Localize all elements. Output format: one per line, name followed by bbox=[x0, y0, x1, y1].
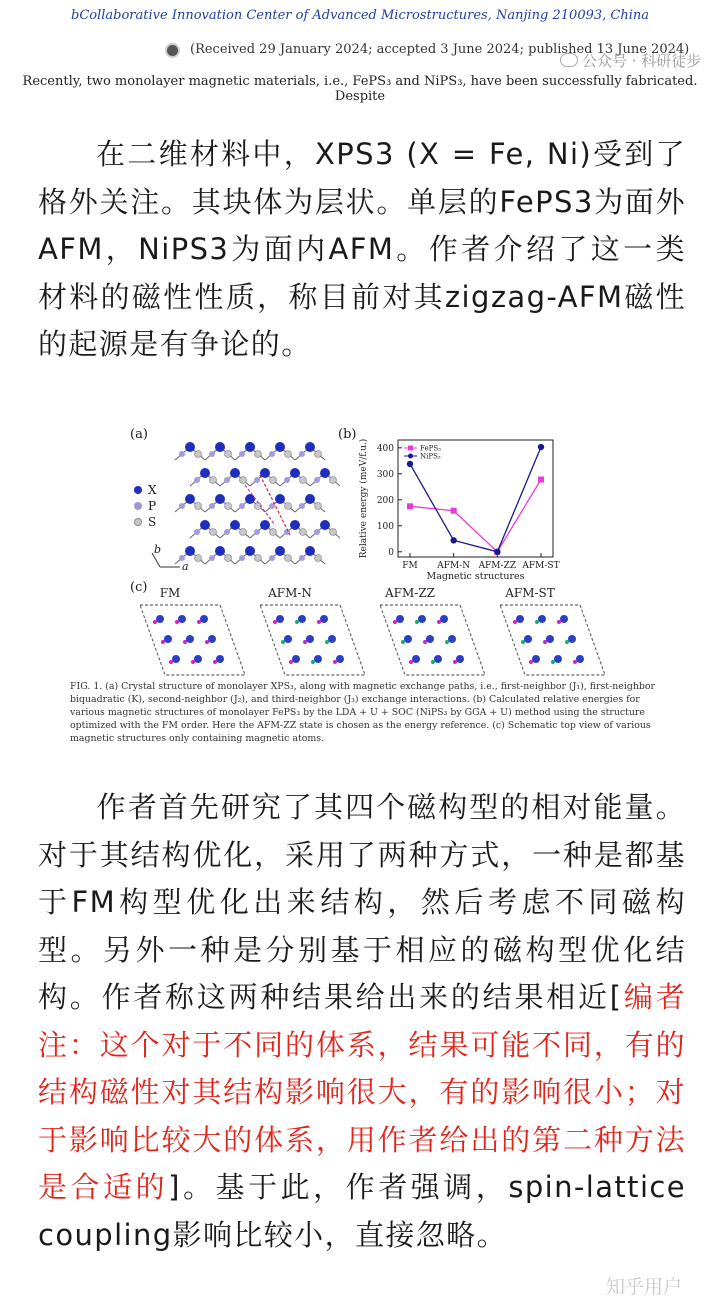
spin-marker bbox=[303, 640, 307, 644]
y-tick-label: 400 bbox=[376, 443, 394, 454]
s-atom bbox=[210, 529, 217, 536]
magnetic-atom bbox=[186, 635, 194, 643]
spin-marker bbox=[197, 620, 201, 624]
s-atom bbox=[195, 451, 202, 458]
watermark-text: 公众号 · 科研徒步 bbox=[582, 52, 702, 70]
p-atom bbox=[314, 477, 320, 483]
spin-marker bbox=[289, 660, 293, 664]
magnetic-atom bbox=[164, 635, 172, 643]
y-tick-label: 200 bbox=[376, 495, 394, 506]
magnetic-atom bbox=[434, 655, 442, 663]
spin-marker bbox=[161, 640, 165, 644]
spin-marker bbox=[521, 640, 525, 644]
x-atom bbox=[185, 546, 195, 556]
y-axis-label: Relative energy (meV/f.u.) bbox=[359, 438, 369, 559]
spin-marker bbox=[295, 620, 299, 624]
spin-marker bbox=[153, 620, 157, 624]
spin-marker bbox=[551, 660, 555, 664]
data-point bbox=[494, 549, 500, 555]
x-atom bbox=[215, 546, 225, 556]
wechat-watermark bbox=[560, 50, 701, 71]
x-atom bbox=[320, 468, 330, 478]
p-atom bbox=[209, 451, 215, 457]
magnetic-atom bbox=[216, 655, 224, 663]
panel-a-label: (a) bbox=[130, 427, 148, 442]
p-atom bbox=[224, 477, 230, 483]
data-point bbox=[538, 477, 544, 483]
spin-marker bbox=[431, 660, 435, 664]
spin-marker bbox=[535, 620, 539, 624]
spin-marker bbox=[325, 640, 329, 644]
spin-marker bbox=[311, 660, 315, 664]
x-atom bbox=[245, 442, 255, 452]
x-atom bbox=[275, 494, 285, 504]
legend-label: FePS₃ bbox=[420, 444, 441, 453]
magnetic-atom bbox=[538, 615, 546, 623]
editor-note: 编者注：这个对于不同的体系，结果可能不同，有的结构磁性对其结构影响很大，有的影响很小；对于影响比较大的体系，用作者给出的第二种方法是合适的 bbox=[38, 980, 686, 1204]
magnetic-atom bbox=[200, 615, 208, 623]
x-atom bbox=[290, 468, 300, 478]
y-tick-label: 300 bbox=[376, 469, 394, 480]
data-point bbox=[450, 537, 456, 543]
x-atom bbox=[245, 494, 255, 504]
data-point bbox=[538, 444, 544, 450]
p-atom bbox=[269, 555, 275, 561]
spin-marker bbox=[423, 640, 427, 644]
p-atom bbox=[269, 451, 275, 457]
series-line-1 bbox=[410, 444, 541, 552]
p-atom bbox=[209, 555, 215, 561]
x-tick-label: AFM-ST bbox=[522, 561, 560, 571]
legend-x: X bbox=[134, 483, 174, 499]
magnetic-atom bbox=[516, 615, 524, 623]
p-atom bbox=[299, 555, 305, 561]
magnetic-atom bbox=[172, 655, 180, 663]
p-atom bbox=[239, 503, 245, 509]
panel-b-label: (b) bbox=[338, 427, 357, 442]
spin-marker bbox=[513, 620, 517, 624]
magnetic-atom bbox=[532, 655, 540, 663]
y-tick-label: 0 bbox=[388, 547, 394, 558]
spin-marker bbox=[573, 660, 577, 664]
s-atom bbox=[255, 555, 262, 562]
p-atom bbox=[179, 451, 185, 457]
s-atom bbox=[210, 477, 217, 484]
magnetic-atom bbox=[418, 615, 426, 623]
p-atom bbox=[254, 477, 260, 483]
s-atom bbox=[285, 503, 292, 510]
x-atom bbox=[275, 442, 285, 452]
x-tick-label: AFM-ZZ bbox=[478, 561, 517, 571]
wechat-icon bbox=[560, 53, 578, 67]
magnetic-atom bbox=[276, 615, 284, 623]
x-tick-label: FM bbox=[402, 561, 418, 571]
s-atom bbox=[225, 503, 232, 510]
magnetic-atom bbox=[560, 615, 568, 623]
s-atom bbox=[225, 555, 232, 562]
magnetic-atom bbox=[412, 655, 420, 663]
para2-after: ]。基于此，作者强调，spin-lattice coupling影响比较小，直接忽略。 bbox=[38, 1170, 686, 1252]
x-atom bbox=[215, 494, 225, 504]
magnetic-atom bbox=[448, 635, 456, 643]
x-atom bbox=[260, 468, 270, 478]
magnetic-atom bbox=[298, 615, 306, 623]
legend-label: NiPS₃ bbox=[420, 452, 441, 461]
series-line-0 bbox=[410, 480, 541, 552]
x-axis-label: Magnetic structures bbox=[426, 571, 525, 582]
x-atom bbox=[290, 520, 300, 530]
s-atom bbox=[270, 477, 277, 484]
spin-marker bbox=[401, 640, 405, 644]
spin-marker bbox=[333, 660, 337, 664]
axis-b-label: b bbox=[154, 543, 162, 556]
p-atom bbox=[179, 503, 185, 509]
received-line: (Received 29 January 2024; accepted 3 June 2024; published 13 June 2024) bbox=[190, 42, 690, 57]
s-atom bbox=[315, 555, 322, 562]
s-atom bbox=[240, 529, 247, 536]
paragraph-intro: 在二维材料中，XPS3 (X = Fe, Ni)受到了格外关注。其块体为层状。单层的FePS3为面外AFM，NiPS3为面内AFM。作者介绍了这一类材料的磁性性质，称目前对其zigzag-AFM磁性的起源是有争论的。 bbox=[38, 137, 686, 361]
spin-marker bbox=[317, 620, 321, 624]
p-atom bbox=[299, 503, 305, 509]
x-atom bbox=[215, 442, 225, 452]
crystal-structure bbox=[150, 435, 340, 575]
legend-s: S bbox=[134, 515, 174, 531]
x-atom bbox=[305, 546, 315, 556]
spin-marker bbox=[543, 640, 547, 644]
spin-marker bbox=[565, 640, 569, 644]
paragraph-energy bbox=[38, 784, 686, 1259]
legend-p: P bbox=[134, 499, 174, 515]
spin-marker bbox=[557, 620, 561, 624]
figure-1 bbox=[110, 415, 670, 715]
magnetic-atom bbox=[546, 635, 554, 643]
structure-label: AFM-ST bbox=[505, 586, 555, 600]
x-atom bbox=[275, 546, 285, 556]
spin-structures bbox=[140, 583, 670, 683]
energy-chart bbox=[348, 425, 568, 585]
s-atom bbox=[300, 477, 307, 484]
axis-a-label: a bbox=[182, 560, 189, 573]
magnetic-atom bbox=[284, 635, 292, 643]
x-tick-label: AFM-N bbox=[437, 561, 471, 571]
s-atom bbox=[285, 555, 292, 562]
s-atom bbox=[300, 529, 307, 536]
spin-marker bbox=[453, 660, 457, 664]
spin-marker bbox=[437, 620, 441, 624]
s-atom bbox=[270, 529, 277, 536]
magnetic-atom bbox=[576, 655, 584, 663]
p-atom bbox=[284, 477, 290, 483]
spin-marker bbox=[191, 660, 195, 664]
magnetic-atom bbox=[554, 655, 562, 663]
magnetic-atom bbox=[328, 635, 336, 643]
x-atom bbox=[185, 442, 195, 452]
x-atom bbox=[305, 494, 315, 504]
magnetic-atom bbox=[568, 635, 576, 643]
p-atom bbox=[239, 555, 245, 561]
magnetic-atom bbox=[396, 615, 404, 623]
magnetic-atom bbox=[292, 655, 300, 663]
magnetic-atom bbox=[208, 635, 216, 643]
spin-marker bbox=[205, 640, 209, 644]
p-atom bbox=[314, 529, 320, 535]
magnetic-atom bbox=[306, 635, 314, 643]
atom-legend bbox=[134, 483, 174, 531]
magnetic-atom bbox=[314, 655, 322, 663]
data-point bbox=[451, 508, 457, 514]
panel-c-label: (c) bbox=[130, 580, 148, 595]
p-atom bbox=[254, 529, 260, 535]
structure-label: AFM-ZZ bbox=[384, 586, 436, 600]
s-atom bbox=[195, 555, 202, 562]
spin-marker bbox=[409, 660, 413, 664]
x-atom bbox=[245, 546, 255, 556]
s-atom bbox=[285, 451, 292, 458]
p-atom bbox=[224, 529, 230, 535]
p-atom bbox=[194, 477, 200, 483]
open-access-icon bbox=[165, 43, 180, 58]
magnetic-atom bbox=[456, 655, 464, 663]
zhihu-watermark: 知乎用户 bbox=[606, 1276, 683, 1298]
spin-marker bbox=[393, 620, 397, 624]
spin-marker bbox=[183, 640, 187, 644]
spin-marker bbox=[281, 640, 285, 644]
affiliation-line: bCollaborative Innovation Center of Advanced Microstructures, Nanjing 210093, China bbox=[71, 8, 649, 23]
magnetic-atom bbox=[320, 615, 328, 623]
magnetic-atom bbox=[178, 615, 186, 623]
structure-label: AFM-N bbox=[268, 586, 312, 600]
x-atom bbox=[320, 520, 330, 530]
x-atom bbox=[185, 494, 195, 504]
spin-marker bbox=[529, 660, 533, 664]
s-atom bbox=[330, 477, 337, 484]
magnetic-atom bbox=[440, 615, 448, 623]
x-atom bbox=[260, 520, 270, 530]
x-atom bbox=[230, 468, 240, 478]
s-atom bbox=[315, 451, 322, 458]
data-point bbox=[407, 503, 413, 509]
spin-marker bbox=[175, 620, 179, 624]
spin-marker bbox=[445, 640, 449, 644]
magnetic-atom bbox=[156, 615, 164, 623]
spin-marker bbox=[169, 660, 173, 664]
x-atom bbox=[230, 520, 240, 530]
s-atom bbox=[225, 451, 232, 458]
figure-caption: FIG. 1. (a) Crystal structure of monolayer XPS₃, along with magnetic exchange paths, i.e., first-neighbor (J₁), first-neighbor biquadratic (K), second-neighbor (J₂), and third-neighbor (J₃) exchange interactions. (b) Calculated relative energies for various magnetic structures of monolayer FePS₃ by the LDA + U + SOC (NiPS₃ by GGA + U) method using the structure optimized with the FM order. Here the AFM-ZZ state is chosen as the energy reference. (c) Schematic top view of various magnetic structures only containing magnetic atoms. bbox=[70, 681, 655, 744]
x-atom bbox=[200, 520, 210, 530]
p-atom bbox=[194, 529, 200, 535]
data-point bbox=[407, 461, 413, 467]
s-atom bbox=[195, 503, 202, 510]
magnetic-atom bbox=[194, 655, 202, 663]
structure-label: FM bbox=[159, 586, 181, 600]
s-atom bbox=[315, 503, 322, 510]
s-atom bbox=[255, 451, 262, 458]
abstract-start: Recently, two monolayer magnetic materials, i.e., FePS₃ and NiPS₃, have been successfully fabricated. Despite bbox=[22, 74, 698, 104]
s-atom bbox=[240, 477, 247, 484]
x-atom bbox=[200, 468, 210, 478]
s-atom bbox=[330, 529, 337, 536]
spin-marker bbox=[213, 660, 217, 664]
p-atom bbox=[299, 451, 305, 457]
p-atom bbox=[209, 503, 215, 509]
magnetic-atom bbox=[524, 635, 532, 643]
magnetic-atom bbox=[426, 635, 434, 643]
x-atom bbox=[305, 442, 315, 452]
magnetic-atom bbox=[336, 655, 344, 663]
p-atom bbox=[239, 451, 245, 457]
y-tick-label: 100 bbox=[376, 521, 394, 532]
magnetic-atom bbox=[404, 635, 412, 643]
spin-marker bbox=[415, 620, 419, 624]
spin-marker bbox=[273, 620, 277, 624]
para2-before: 作者首先研究了其四个磁构型的相对能量。对于其结构优化，采用了两种方式，一种是都基于FM构型优化出来结构，然后考虑不同磁构型。另外一种是分别基于相应的磁构型优化结构。作者称这两种结果给出来的结果相近[ bbox=[38, 790, 686, 1014]
